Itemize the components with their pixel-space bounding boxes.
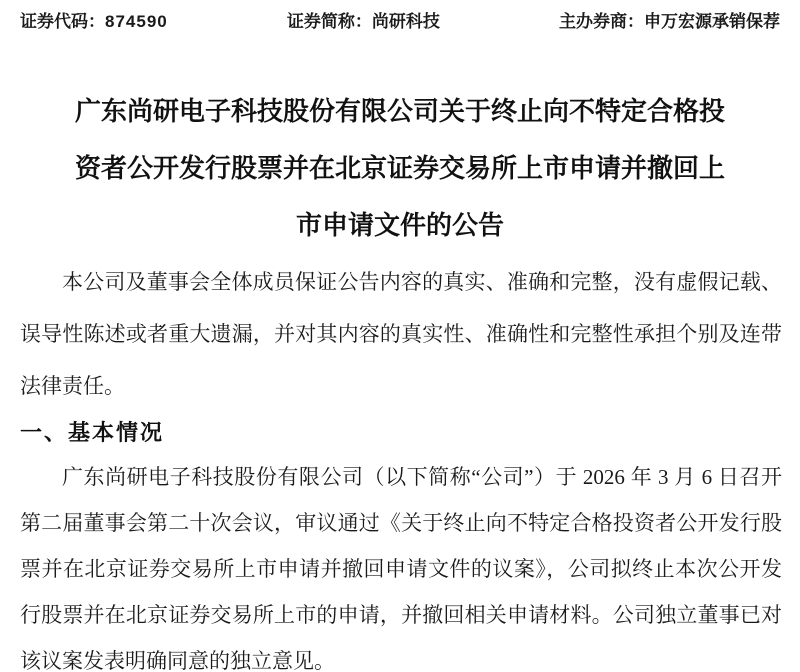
announcement-title-line-3: 市申请文件的公告 bbox=[295, 210, 504, 240]
announcement-title-line-2: 资者公开发行股票并在北京证券交易所上市申请并撤回上 bbox=[74, 153, 725, 183]
stock-short-name-label: 证券简称： bbox=[286, 12, 372, 31]
section-heading-basic-info: 一、基本情况 bbox=[20, 420, 165, 445]
stock-code-field bbox=[20, 9, 168, 35]
announcement-title-line-1: 广东尚研电子科技股份有限公司关于终止向不特定合格投 bbox=[74, 96, 725, 126]
stock-short-name-value: 尚研科技 bbox=[371, 12, 440, 31]
sponsor-label: 主办券商： bbox=[558, 12, 644, 31]
stock-short-name-field bbox=[287, 9, 440, 35]
section1-paragraph: 广东尚研电子科技股份有限公司（以下简称“公司”）于 2026 年 3 月 6 日召开第二届董事会第二十次会议，审议通过《关于终止向不特定合格投资者公开发行股票并在北京证券交易所上市申请并撤回申请文件的议案》，公司拟终止本次公开发行股票并在北京证券交易所上市的申请，并撤回相关申请材料。公司独立董事已对该议案发表明确同意的独立意见。 bbox=[20, 465, 782, 672]
stock-code-label: 证券代码： bbox=[20, 12, 105, 31]
sponsor-field bbox=[559, 9, 780, 35]
stock-code-value: 874590 bbox=[105, 12, 168, 31]
disclaimer-paragraph: 本公司及董事会全体成员保证公告内容的真实、准确和完整，没有虚假记载、误导性陈述或者重大遗漏，并对其内容的真实性、准确性和完整性承担个别及连带法律责任。 bbox=[20, 270, 782, 398]
document-header bbox=[0, 0, 800, 35]
announcement-title bbox=[70, 83, 730, 254]
sponsor-value: 申万宏源承销保荐 bbox=[643, 12, 780, 31]
